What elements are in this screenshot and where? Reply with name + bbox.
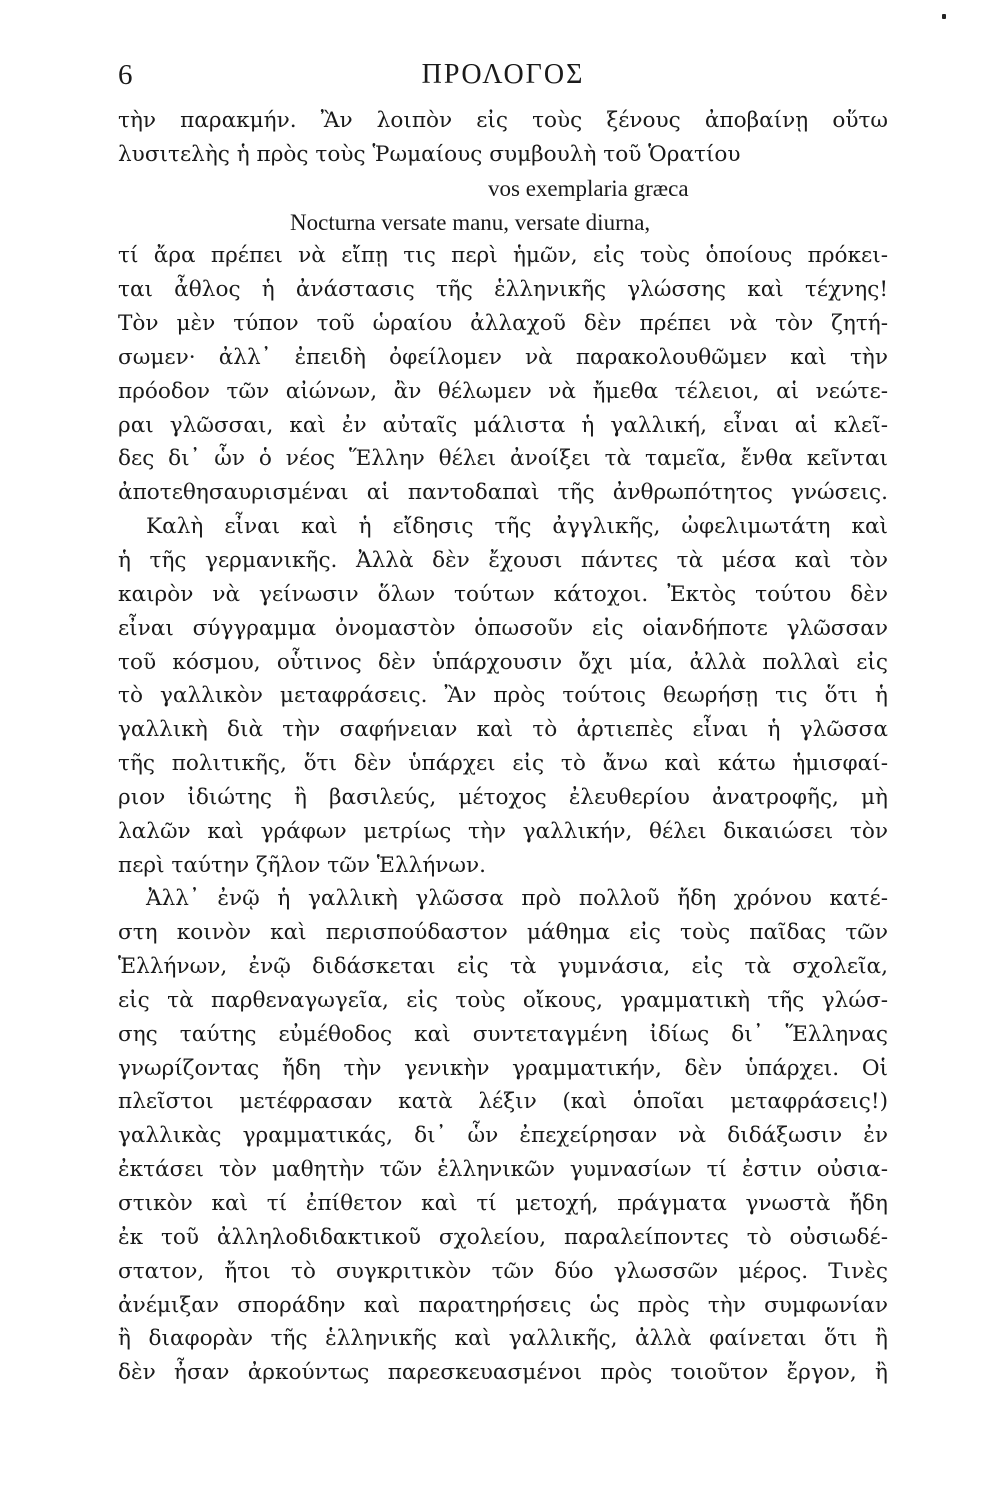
text-line: ραι γλῶσσαι, καὶ ἐν αὐταῖς μάλιστα ἡ γαλλική, εἶναι αἱ κλεῖ-	[118, 412, 888, 438]
text-line: ται ἆθλος ἡ ἀνάστασις τῆς ἑλληνικῆς γλώσσης καὶ τέχνης!	[118, 277, 888, 303]
text-line: τοῦ κόσμου, οὗτινος δὲν ὑπάρχουσιν ὄχι μία, ἀλλὰ πολλαὶ εἰς	[118, 649, 888, 675]
text-line: γνωρίζοντας ἤδη τὴν γενικὴν γραμματικήν, δὲν ὑπάρχει. Οἱ	[118, 1055, 888, 1081]
text-line: ἐκτάσει τὸν μαθητὴν τῶν ἑλληνικῶν γυμνασίων τί ἐστιν οὐσια-	[118, 1157, 888, 1183]
body-text	[118, 104, 888, 1390]
text-line: σης ταύτης εὐμέθοδος καὶ συντεταγμένη ἰδίως δι᾿ Ἕλληνας	[118, 1021, 888, 1047]
paragraph-start-line: Καλὴ εἶναι καὶ ἡ εἴδησις τῆς ἀγγλικῆς, ὠφελιμωτάτη καὶ	[146, 514, 888, 540]
text-line: δες δι᾿ ὧν ὁ νέος Ἕλλην θέλει ἀνοίξει τὰ ταμεῖα, ἔνθα κεῖνται	[118, 446, 888, 472]
text-line: τὸ γαλλικὸν μεταφράσεις. Ἂν πρὸς τούτοις θεωρήσῃ τις ὅτι ἡ	[118, 683, 888, 709]
text-line: στατον, ἤτοι τὸ συγκριτικὸν τῶν δύο γλωσσῶν μέρος. Τινὲς	[118, 1258, 888, 1284]
text-line: γαλλικὰς γραμματικάς, δι᾿ ὧν ἐπεχείρησαν νὰ διδάξωσιν ἐν	[118, 1123, 888, 1149]
text-line: Τὸν μὲν τύπον τοῦ ὡραίου ἀλλαχοῦ δὲν πρέπει νὰ τὸν ζητή-	[118, 311, 888, 337]
text-line: ἀποτεθησαυρισμέναι αἱ παντοδαπαὶ τῆς ἀνθρωπότητος γνώσεις.	[118, 480, 888, 506]
latin-quotation-line: Nocturna versate manu, versate diurna,	[290, 209, 651, 235]
text-line: γαλλικὴ διὰ τὴν σαφήνειαν καὶ τὸ ἀρτιεπὲς εἶναι ἡ γλῶσσα	[118, 717, 888, 743]
text-line: τί ἄρα πρέπει νὰ εἴπῃ τις περὶ ἡμῶν, εἰς τοὺς ὁποίους πρόκει-	[118, 243, 888, 269]
text-line: ἡ τῆς γερμανικῆς. Ἀλλὰ δὲν ἔχουσι πάντες τὰ μέσα καὶ τὸν	[118, 547, 888, 573]
text-line: λυσιτελὴς ἡ πρὸς τοὺς Ῥωμαίους συμβουλὴ τοῦ Ὁρατίου	[118, 141, 741, 167]
text-line: στη κοινὸν καὶ περισπούδαστον μάθημα εἰς τοὺς παῖδας τῶν	[118, 920, 888, 946]
text-line: ἀνέμιξαν σποράδην καὶ παρατηρήσεις ὡς πρὸς τὴν συμφωνίαν	[118, 1292, 888, 1318]
running-head	[118, 58, 888, 92]
page-title: ΠΡΟΛΟΓΟΣ	[421, 59, 585, 90]
text-line: στικὸν καὶ τί ἐπίθετον καὶ τί μετοχή, πράγματα γνωστὰ ἤδη	[118, 1191, 888, 1216]
text-line: καιρὸν νὰ γείνωσιν ὅλων τούτων κάτοχοι. Ἐκτὸς τούτου δὲν	[118, 581, 888, 607]
page-number: 6	[118, 59, 133, 91]
text-line: εἰς τὰ παρθεναγωγεῖα, εἰς τοὺς οἴκους, γραμματικὴ τῆς γλώσ-	[118, 987, 888, 1013]
print-speck	[942, 14, 946, 19]
text-line: σωμεν· ἀλλ᾿ ἐπειδὴ ὀφείλομεν νὰ παρακολουθῶμεν καὶ τὴν	[118, 344, 888, 370]
paragraph-end-line: περὶ ταύτην ζῆλον τῶν Ἑλλήνων.	[118, 852, 487, 878]
text-line: Ἑλλήνων, ἐνῷ διδάσκεται εἰς τὰ γυμνάσια, εἰς τὰ σχολεῖα,	[118, 954, 888, 980]
text-line: πλεῖστοι μετέφρασαν κατὰ λέξιν (καὶ ὁποῖαι μεταφράσεις!)	[118, 1089, 888, 1115]
text-line: δὲν ἦσαν ἀρκούντως παρεσκευασμένοι πρὸς τοιοῦτον ἔργον, ἢ	[118, 1360, 888, 1386]
latin-quotation-line: vos exemplaria græca	[488, 175, 689, 201]
text-line: τῆς πολιτικῆς, ὅτι δὲν ὑπάρχει εἰς τὸ ἄνω καὶ κάτω ἡμισφαί-	[118, 751, 888, 777]
text-line: ἢ διαφορὰν τῆς ἑλληνικῆς καὶ γαλλικῆς, ἀλλὰ φαίνεται ὅτι ἢ	[118, 1326, 888, 1352]
paragraph-start-line: Ἀλλ᾿ ἐνῷ ἡ γαλλικὴ γλῶσσα πρὸ πολλοῦ ἤδη χρόνου κατέ-	[146, 886, 888, 912]
text-line: τὴν παρακμήν. Ἂν λοιπὸν εἰς τοὺς ξένους ἀποβαίνῃ οὕτω	[118, 108, 888, 133]
text-line: λαλῶν καὶ γράφων μετρίως τὴν γαλλικήν, θέλει δικαιώσει τὸν	[118, 818, 888, 844]
text-line: πρόοδον τῶν αἰώνων, ἂν θέλωμεν νὰ ἤμεθα τέλειοι, αἱ νεώτε-	[118, 378, 888, 404]
text-line: ριον ἰδιώτης ἢ βασιλεύς, μέτοχος ἐλευθερίου ἀνατροφῆς, μὴ	[118, 784, 888, 810]
text-line: εἶναι σύγγραμμα ὀνομαστὸν ὁπωσοῦν εἰς οἱανδήποτε γλῶσσαν	[118, 615, 888, 641]
text-line: ἐκ τοῦ ἀλληλοδιδακτικοῦ σχολείου, παραλείποντες τὸ οὐσιωδέ-	[118, 1224, 888, 1250]
